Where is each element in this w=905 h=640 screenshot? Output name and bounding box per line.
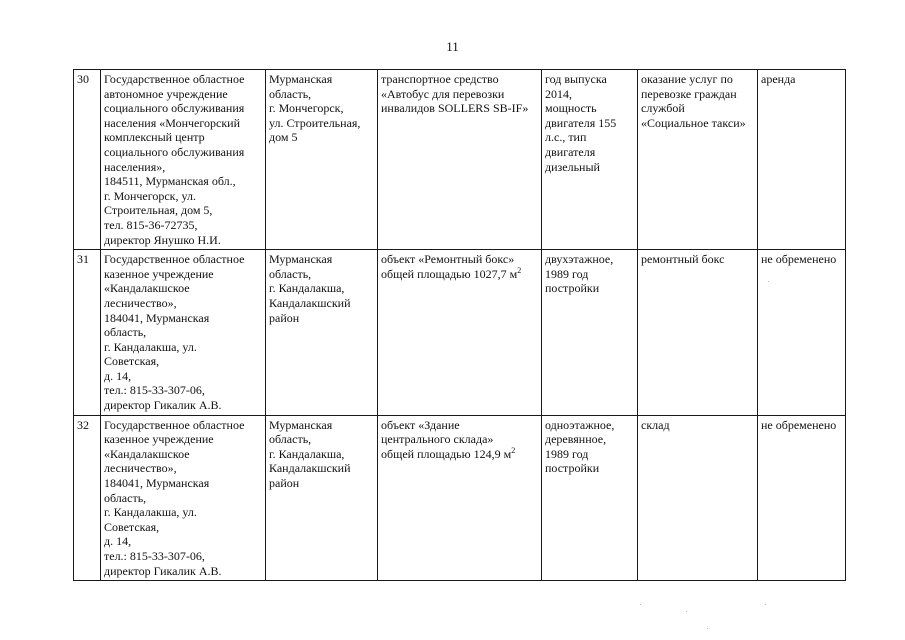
cell-address-line [269,116,374,131]
cell-holder-line [104,252,262,267]
cell-address-line [269,72,374,87]
cell-object-line [381,72,538,87]
cell-holder [101,70,266,250]
cell-holder-text: область, [104,490,147,505]
cell-purpose-text: ремонтный бокс [641,252,725,267]
cell-encumbrance-text: аренда [761,72,796,86]
cell-holder-line [104,564,262,579]
cell-specs-text: двигателя [545,144,596,159]
cell-holder-text: тел.: 815-33-307-06, [104,383,205,398]
cell-holder-text: Государственное областное [104,72,245,86]
cell-object-line [381,418,538,433]
cell-specs-line [545,145,634,160]
cell-specs-text: 2014, [545,86,572,101]
cell-specs [542,415,638,581]
cell-specs-text: двухэтажное, [545,252,614,267]
cell-holder-text: автономное учреждение [104,86,228,101]
cell-holder-line [104,145,262,160]
cell-address-text: дом 5 [269,130,298,145]
cell-address-text: г. Мончегорск, [269,101,344,116]
cell-specs [542,70,638,250]
area-unit-superscript: 2 [511,445,516,455]
cell-holder-text: директор Гикалик А.В. [104,563,222,578]
cell-holder-line [104,354,262,369]
cell-specs-text: дизельный [545,159,600,174]
cell-specs-text: деревянное, [545,432,607,447]
cell-holder-text: г. Кандалакша, ул. [104,339,197,354]
property-registry-table [73,69,846,581]
cell-purpose-line [641,252,754,267]
cell-address-line [269,311,374,326]
cell-specs-text: 1989 год [545,266,589,281]
cell-holder-text: область, [104,325,147,340]
cell-holder-text: 184041, Мурманская [104,310,210,325]
cell-object-line [381,87,538,102]
cell-address-line [269,461,374,476]
cell-holder-text: лесничество», [104,295,177,310]
cell-holder-line [104,383,262,398]
cell-holder-line [104,267,262,282]
cell-address-text: область, [269,86,312,101]
cell-address-line [269,267,374,282]
cell-holder-line [104,520,262,535]
cell-holder [101,250,266,416]
cell-holder-line [104,505,262,520]
cell-specs-line [545,116,634,131]
cell-holder-line [104,325,262,340]
cell-specs-line [545,418,634,433]
cell-object-text: объект «Здание [381,417,460,432]
cell-purpose-text: оказание услуг по [641,72,733,86]
cell-object [378,415,542,581]
cell-holder-line [104,233,262,248]
cell-holder-line [104,203,262,218]
cell-encumbrance [758,250,846,416]
cell-holder-text: комплексный центр [104,130,205,145]
cell-specs-line [545,72,634,87]
cell-object-line [381,101,538,116]
cell-holder-text: тел.: 815-33-307-06, [104,549,205,563]
cell-holder-text: д. 14, [104,534,132,549]
cell-holder-line [104,218,262,233]
table-row [74,415,846,581]
cell-holder-line [104,130,262,145]
cell-address-line [269,432,374,447]
cell-object-text: общей площадью 124,9 м [381,446,512,461]
cell-holder-text: директор Янушко Н.И. [104,232,221,247]
cell-encumbrance-text: не обременено [761,417,837,432]
cell-holder-text: лесничество», [104,461,177,476]
cell-object-line [381,252,538,267]
cell-specs-line [545,461,634,476]
cell-holder-line [104,281,262,296]
cell-holder-line [104,296,262,311]
cell-holder-text: тел. 815-36-72735, [104,217,198,232]
cell-address [266,415,378,581]
cell-holder-line [104,311,262,326]
cell-purpose [638,250,758,416]
cell-holder-line [104,116,262,131]
cell-specs-text: 1989 год [545,446,589,461]
cell-holder-text: д. 14, [104,368,132,383]
cell-address-line [269,281,374,296]
cell-holder-line [104,369,262,384]
table-row [74,70,846,250]
cell-address-text: Кандалакшский [269,295,351,310]
cell-specs-line [545,252,634,267]
cell-address-line [269,87,374,102]
cell-specs-line [545,267,634,282]
cell-specs-line [545,281,634,296]
cell-holder-line [104,549,262,564]
cell-object-text: объект «Ремонтный бокс» [381,252,515,267]
cell-encumbrance-line [761,418,842,433]
cell-purpose-text: перевозке граждан [641,86,737,101]
cell-holder-text: населения», [104,159,166,174]
cell-holder-line [104,461,262,476]
cell-number: 31 [74,250,101,416]
cell-address-text: район [269,310,300,325]
cell-holder-text: Советская, [104,354,160,369]
cell-holder-text: г. Кандалакша, ул. [104,505,197,520]
cell-holder-text: Строительная, дом 5, [104,203,213,218]
cell-holder-line [104,447,262,462]
cell-holder-text: 184041, Мурманская [104,476,210,491]
cell-specs-text: постройки [545,461,600,476]
cell-specs-text: двигателя 155 [545,115,617,130]
cell-holder-line [104,160,262,175]
cell-address-text: г. Кандалакша, [269,281,345,296]
cell-holder-line [104,189,262,204]
cell-specs-line [545,101,634,116]
cell-address-line [269,296,374,311]
cell-holder-line [104,476,262,491]
cell-object [378,70,542,250]
cell-holder-text: социального обслуживания [104,101,245,116]
cell-object-line [381,447,538,462]
cell-holder-line [104,432,262,447]
cell-address-text: ул. Строительная, [269,115,361,130]
page-number: 11 [446,39,459,54]
cell-holder-text: г. Мончегорск, ул. [104,188,196,203]
cell-object [378,250,542,416]
cell-encumbrance-line [761,72,842,87]
cell-address [266,250,378,416]
cell-holder-line [104,72,262,87]
cell-purpose-text: склад [641,417,670,432]
cell-holder-text: казенное учреждение [104,266,214,281]
cell-holder-line [104,398,262,413]
cell-number: 30 [74,70,101,250]
cell-specs-line [545,432,634,447]
cell-specs [542,250,638,416]
cell-address-text: г. Кандалакша, [269,446,345,461]
cell-holder-text: Советская, [104,519,160,534]
cell-purpose [638,415,758,581]
cell-specs-line [545,130,634,145]
cell-object-text: инвалидов SOLLERS SB-IF» [381,101,529,116]
cell-purpose-line [641,87,754,102]
cell-specs-line [545,160,634,175]
cell-object-text: центрального склада» [381,432,494,447]
cell-address-line [269,418,374,433]
cell-purpose [638,70,758,250]
cell-holder-line [104,101,262,116]
cell-object-text: транспортное средство [381,72,499,86]
cell-encumbrance-line [761,252,842,267]
cell-holder-line [104,340,262,355]
cell-encumbrance-text: не обременено [761,252,837,267]
cell-object-text: общей площадью 1027,7 м [381,266,518,281]
cell-holder-line [104,534,262,549]
cell-address-text: область, [269,266,312,281]
cell-holder-text: Государственное областное [104,252,245,267]
cell-holder-text: «Кандалакшское [104,446,190,461]
cell-address-text: Мурманская [269,252,333,267]
cell-holder-text: населения «Мончегорский [104,115,241,130]
cell-purpose-line [641,418,754,433]
cell-holder-text: казенное учреждение [104,432,214,447]
cell-address [266,70,378,250]
cell-holder-line [104,491,262,506]
cell-address-text: Мурманская [269,417,333,432]
cell-purpose-text: «Социальное такси» [641,115,746,130]
cell-holder-text: «Кандалакшское [104,281,190,296]
cell-purpose-line [641,101,754,116]
cell-encumbrance [758,70,846,250]
cell-address-text: Кандалакшский [269,461,351,476]
cell-address-text: область, [269,432,312,447]
cell-holder [101,415,266,581]
cell-specs-line [545,87,634,102]
cell-address-line [269,252,374,267]
area-unit-superscript: 2 [517,265,522,275]
cell-object-line [381,267,538,282]
cell-purpose-text: службой [641,101,685,116]
cell-address-text: Мурманская [269,72,333,86]
cell-holder-line [104,87,262,102]
cell-holder-text: 184511, Мурманская обл., [104,174,236,189]
cell-purpose-line [641,116,754,131]
cell-number: 32 [74,415,101,581]
cell-specs-line [545,447,634,462]
cell-specs-text: л.с., тип [545,130,587,145]
cell-holder-text: директор Гикалик А.В. [104,398,222,413]
cell-specs-text: одноэтажное, [545,417,615,432]
cell-holder-text: Государственное областное [104,417,245,432]
cell-purpose-line [641,72,754,87]
cell-address-line [269,101,374,116]
cell-specs-text: постройки [545,281,600,296]
cell-object-line [381,432,538,447]
cell-object-text: «Автобус для перевозки [381,86,505,101]
cell-specs-text: год выпуска [545,72,607,86]
cell-specs-text: мощность [545,101,597,116]
cell-address-line [269,130,374,145]
table-row [74,250,846,416]
cell-holder-line [104,418,262,433]
cell-address-text: район [269,476,300,491]
cell-holder-text: социального обслуживания [104,144,245,159]
cell-holder-line [104,174,262,189]
cell-encumbrance [758,415,846,581]
cell-address-line [269,447,374,462]
cell-address-line [269,476,374,491]
